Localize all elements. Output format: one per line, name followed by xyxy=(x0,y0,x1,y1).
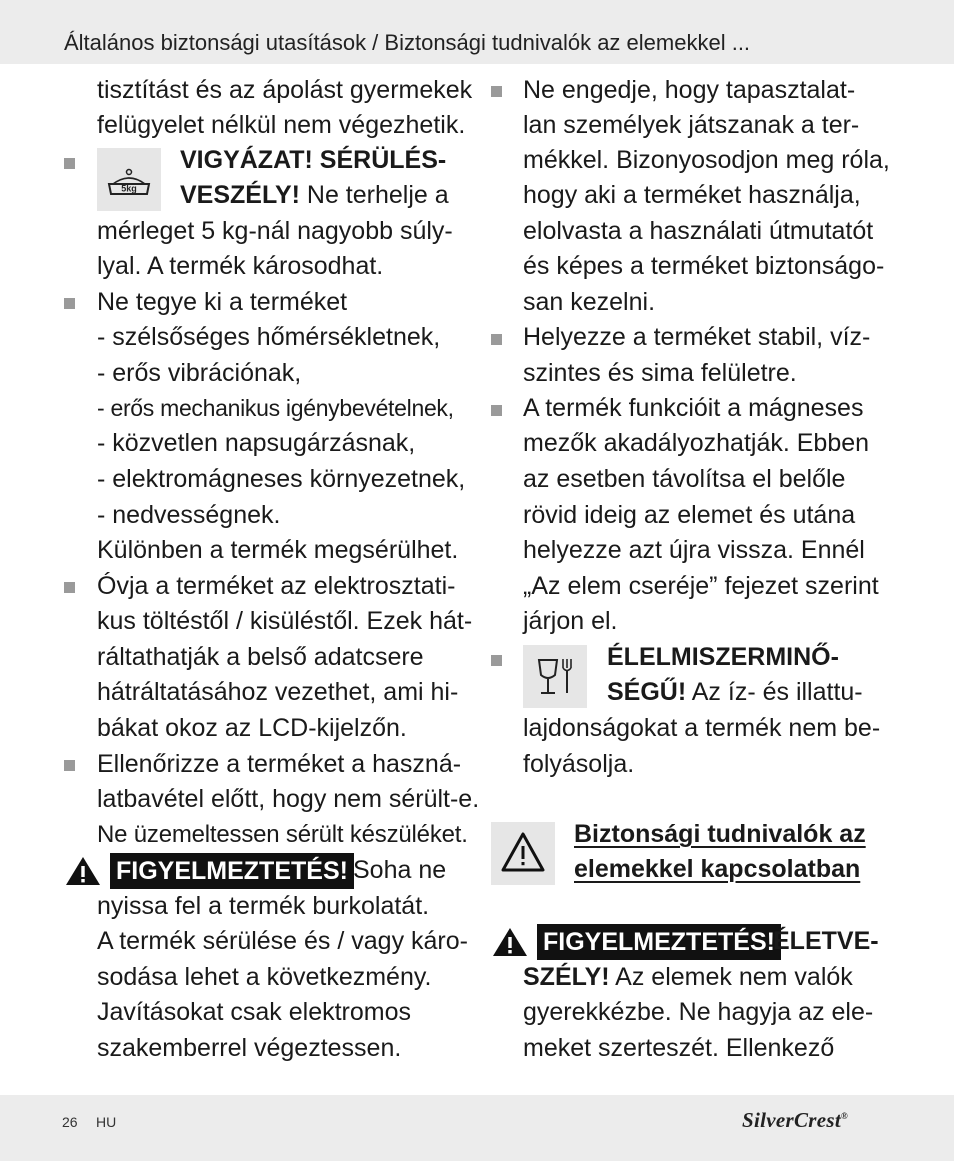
funkcio-line-7: járjon el. xyxy=(523,607,618,635)
funkcio-line-2: mezők akadályozhatják. Ebben xyxy=(523,429,870,457)
netegye-line-5: - közvetlen napsugárzásnak, xyxy=(97,429,416,457)
figyelm-line-6: szakemberrel végeztessen. xyxy=(97,1034,402,1062)
ovja-line-1: Óvja a terméket az elektrosztati- xyxy=(97,572,456,600)
figyelm-line-2: nyissa fel a termék burkolatát. xyxy=(97,892,430,920)
ovja-line-3: ráltathatják a belső adatcsere xyxy=(97,643,424,671)
elelmiszer-line-4: folyásolja. xyxy=(523,750,635,778)
warning-box-icon xyxy=(491,822,555,885)
bullet xyxy=(64,158,75,169)
helyezze-line-2: szintes és sima felületre. xyxy=(523,359,797,387)
bullet xyxy=(491,405,502,416)
page-header xyxy=(0,0,954,64)
eletveszely-heading-2: SZÉLY! xyxy=(523,963,610,991)
weight-icon-label: 5kg xyxy=(121,183,137,194)
helyezze-line-1: Helyezze a terméket stabil, víz- xyxy=(523,323,871,351)
figyelm-line-4: sodása lehet a következmény. xyxy=(97,963,432,991)
weight-icon xyxy=(97,148,161,211)
intro-line-1: tisztítást és az ápolást gyermekek xyxy=(97,76,473,104)
registered-mark: ® xyxy=(840,1111,849,1121)
bullet xyxy=(491,655,502,666)
neengedje-line-7: san kezelni. xyxy=(523,288,656,316)
funkcio-line-5: helyezze azt újra vissza. Ennél xyxy=(523,536,865,564)
funkcio-line-3: az esetben távolítsa el belőle xyxy=(523,465,846,493)
section-title-1: Biztonsági tudnivalók az xyxy=(574,820,866,848)
elelmiszer-heading-1: ÉLELMISZERMINŐ- xyxy=(607,643,839,671)
vigyazat-rest: Ne terhelje a xyxy=(299,181,449,209)
warning-triangle-icon xyxy=(64,855,102,887)
bullet xyxy=(64,760,75,771)
ovja-line-5: bákat okoz az LCD-kijelzőn. xyxy=(97,714,407,742)
intro-line-2: felügyelet nélkül nem végezhetik. xyxy=(97,111,466,139)
netegye-line-1: Ne tegye ki a terméket xyxy=(97,288,348,316)
page-number: 26 xyxy=(62,1114,78,1130)
neengedje-line-5: elolvasta a használati útmutatót xyxy=(523,217,874,245)
bullet xyxy=(64,582,75,593)
neengedje-line-3: mékkel. Bizonyosodjon meg róla, xyxy=(523,146,890,174)
brand-logo xyxy=(742,1108,848,1133)
neengedje-line-4: hogy aki a terméket használja, xyxy=(523,181,861,209)
vigyazat-heading-2: VESZÉLY! xyxy=(180,181,300,209)
netegye-line-6: - elektromágneses környezetnek, xyxy=(97,465,466,493)
warning-label: FIGYELMEZTETÉS! xyxy=(110,853,354,889)
warning-label: FIGYELMEZTETÉS! xyxy=(537,924,781,960)
netegye-line-3: - erős vibrációnak, xyxy=(97,359,302,387)
header-title: Általános biztonsági utasítások / Biztonsági tudnivalók az elemekkel ... xyxy=(64,30,751,55)
ovja-line-4: hátráltatásához vezethet, ami hi- xyxy=(97,678,459,706)
eletveszely-heading-1: ÉLETVE- xyxy=(773,927,879,955)
funkcio-line-4: rövid ideig az elemet és utána xyxy=(523,501,856,529)
elelmiszer-line-2 xyxy=(607,675,863,710)
funkcio-line-1: A termék funkcióit a mágneses xyxy=(523,394,864,422)
ellenorizze-line-1: Ellenőrizze a terméket a haszná- xyxy=(97,750,462,778)
netegye-line-4: - erős mechanikus igénybevételnek, xyxy=(97,395,454,421)
funkcio-line-6: „Az elem cseréje” fejezet szerint xyxy=(523,572,879,600)
bullet xyxy=(64,298,75,309)
page-language: HU xyxy=(96,1114,117,1130)
neengedje-line-1: Ne engedje, hogy tapasztalat- xyxy=(523,76,856,104)
netegye-line-7: - nedvességnek. xyxy=(97,501,281,529)
food-safe-icon xyxy=(523,645,587,708)
eletveszely-rest: Az elemek nem valók xyxy=(609,963,853,991)
eletveszely-line-2 xyxy=(523,960,853,995)
vigyazat-line-3: mérleget 5 kg-nál nagyobb súly- xyxy=(97,217,453,245)
netegye-line-8: Különben a termék megsérülhet. xyxy=(97,536,459,564)
eletveszely-line-4: meket szerteszét. Ellenkező xyxy=(523,1034,835,1062)
elelmiszer-heading-2: SÉGŰ! xyxy=(607,678,687,706)
ellenorizze-line-3: Ne üzemeltessen sérült készüléket. xyxy=(97,821,468,848)
ovja-line-2: kus töltéstől / kisüléstől. Ezek hát- xyxy=(97,607,473,635)
elelmiszer-line-3: lajdonságokat a termék nem be- xyxy=(523,714,881,742)
bullet xyxy=(491,86,502,97)
figyelm-line-5: Javításokat csak elektromos xyxy=(97,998,412,1026)
netegye-line-2: - szélsőséges hőmérsékletnek, xyxy=(97,323,441,351)
eletveszely-line-3: gyerekkézbe. Ne hagyja az ele- xyxy=(523,998,874,1026)
bullet xyxy=(491,334,502,345)
vigyazat-heading-1: VIGYÁZAT! SÉRÜLÉS- xyxy=(180,146,447,174)
vigyazat-line-2 xyxy=(180,178,449,213)
brand-name: SilverCrest xyxy=(742,1108,841,1132)
section-title-2: elemekkel kapcsolatban xyxy=(574,855,861,883)
neengedje-line-6: és képes a terméket biztonságo- xyxy=(523,252,885,280)
vigyazat-line-4: lyal. A termék károsodhat. xyxy=(97,252,384,280)
elelmiszer-rest: Az íz- és illattu- xyxy=(686,678,863,706)
neengedje-line-2: lan személyek játszanak a ter- xyxy=(523,111,860,139)
figyelm-line-3: A termék sérülése és / vagy káro- xyxy=(97,927,468,955)
figyelm-rest: Soha ne xyxy=(353,856,447,884)
ellenorizze-line-2: latbavétel előtt, hogy nem sérült-e. xyxy=(97,785,480,813)
warning-triangle-icon xyxy=(491,926,529,958)
